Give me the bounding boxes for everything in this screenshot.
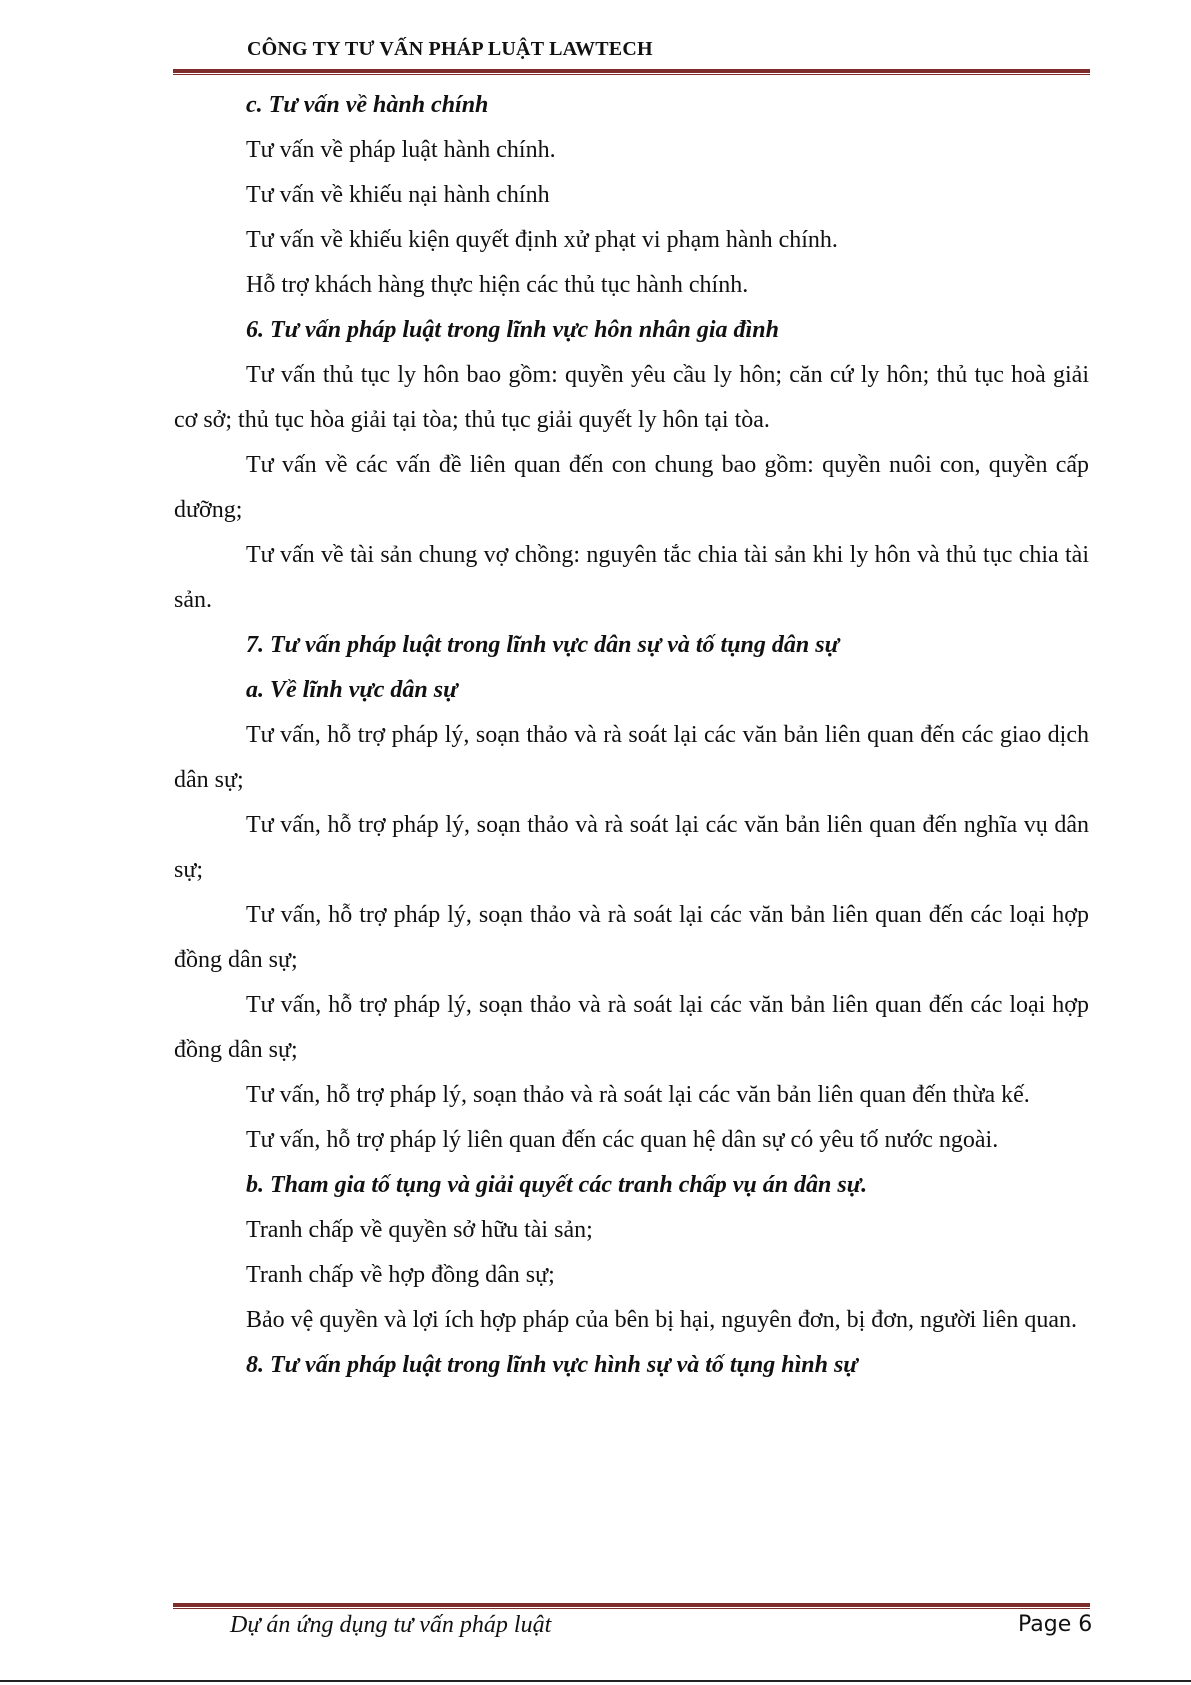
paragraph: Tư vấn, hỗ trợ pháp lý liên quan đến các quan hệ dân sự có yêu tố nước ngoài. (246, 1127, 999, 1153)
header-rule-thin (173, 74, 1090, 75)
page-header-company: CÔNG TY TƯ VẤN PHÁP LUẬT LAWTECH (247, 38, 653, 60)
section-heading-6: 6. Tư vấn pháp luật trong lĩnh vực hôn nhân gia đình (246, 317, 779, 343)
paragraph: Tư vấn, hỗ trợ pháp lý, soạn thảo và rà soát lại các văn bản liên quan đến các loại hợp đồng dân sự; (174, 902, 1089, 973)
footer-rule-thick (173, 1603, 1090, 1607)
footer-project-title: Dự án ứng dụng tư vấn pháp luật (230, 1612, 552, 1638)
paragraph: Tranh chấp về hợp đồng dân sự; (246, 1262, 555, 1288)
document-body (174, 83, 1089, 1388)
subheading-civil: a. Về lĩnh vực dân sự (246, 677, 458, 703)
paragraph: Tư vấn, hỗ trợ pháp lý, soạn thảo và rà soát lại các văn bản liên quan đến nghĩa vụ dân sự; (174, 812, 1089, 883)
paragraph: Tư vấn về pháp luật hành chính. (246, 137, 556, 163)
footer-rule-thin (173, 1608, 1090, 1609)
page-number: Page 6 (1018, 1612, 1093, 1637)
section-heading-7: 7. Tư vấn pháp luật trong lĩnh vực dân sự và tố tụng dân sự (246, 632, 839, 658)
subheading-litigation: b. Tham gia tố tụng và giải quyết các tranh chấp vụ án dân sự. (246, 1172, 868, 1198)
header-rule-thick (173, 69, 1090, 73)
paragraph: Hỗ trợ khách hàng thực hiện các thủ tục hành chính. (246, 272, 749, 298)
subheading-administrative: c. Tư vấn về hành chính (246, 92, 489, 118)
paragraph: Tư vấn, hỗ trợ pháp lý, soạn thảo và rà soát lại các văn bản liên quan đến thừa kế. (246, 1082, 1030, 1108)
paragraph: Bảo vệ quyền và lợi ích hợp pháp của bên bị hại, nguyên đơn, bị đơn, người liên quan. (246, 1307, 1077, 1333)
paragraph: Tư vấn thủ tục ly hôn bao gồm: quyền yêu cầu ly hôn; căn cứ ly hôn; thủ tục hoà giải cơ sở; thủ tục hòa giải tại tòa; thủ tục giải quyết ly hôn tại tòa. (174, 362, 1089, 433)
paragraph: Tranh chấp về quyền sở hữu tài sản; (246, 1217, 593, 1243)
paragraph: Tư vấn về khiếu nại hành chính (246, 182, 550, 208)
paragraph: Tư vấn về các vấn đề liên quan đến con chung bao gồm: quyền nuôi con, quyền cấp dưỡng; (174, 452, 1089, 523)
paragraph: Tư vấn về tài sản chung vợ chồng: nguyên tắc chia tài sản khi ly hôn và thủ tục chia tài sản. (174, 542, 1089, 613)
paragraph: Tư vấn, hỗ trợ pháp lý, soạn thảo và rà soát lại các văn bản liên quan đến các loại hợp đồng dân sự; (174, 992, 1089, 1063)
paragraph: Tư vấn về khiếu kiện quyết định xử phạt vi phạm hành chính. (246, 227, 838, 253)
section-heading-8: 8. Tư vấn pháp luật trong lĩnh vực hình sự và tố tụng hình sự (246, 1352, 858, 1378)
paragraph: Tư vấn, hỗ trợ pháp lý, soạn thảo và rà soát lại các văn bản liên quan đến các giao dịch dân sự; (174, 722, 1089, 793)
page-edge-line (0, 1680, 1191, 1682)
